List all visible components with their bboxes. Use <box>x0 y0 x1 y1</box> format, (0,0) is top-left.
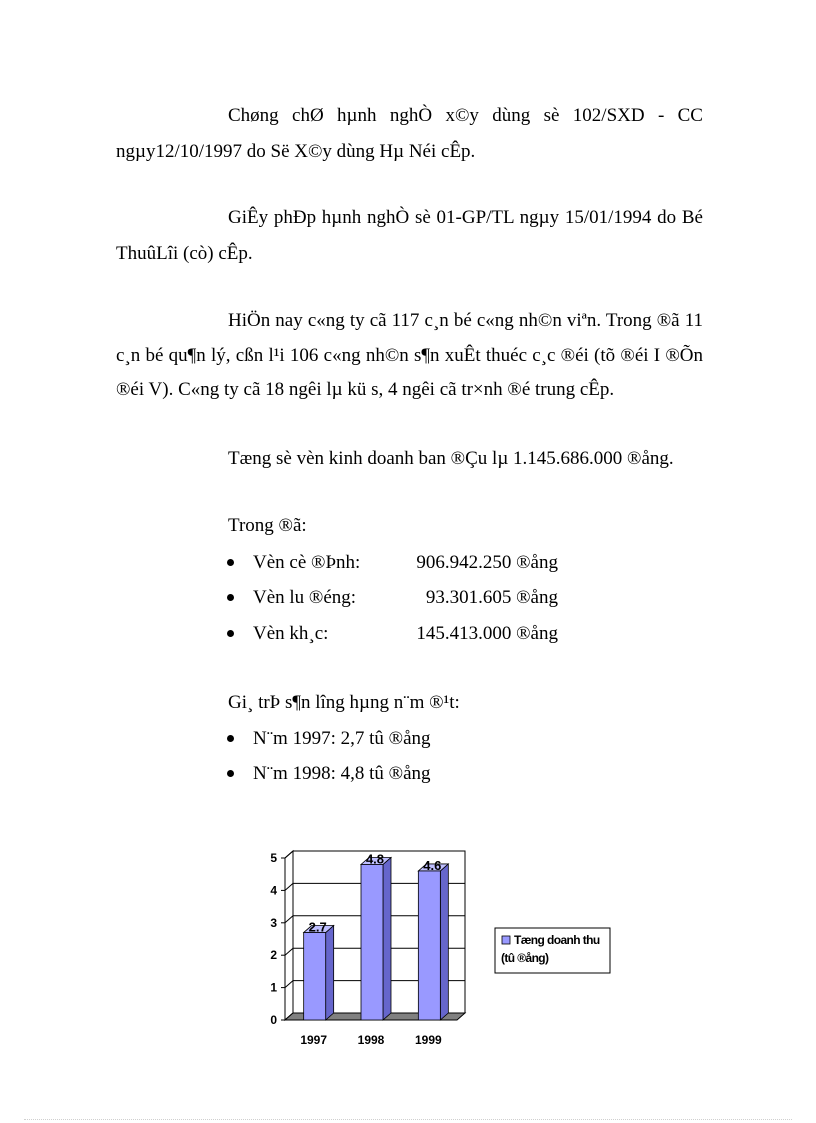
bar-data-label: 4.6 <box>423 857 442 873</box>
capital-value: 145.413.000 ®ång <box>416 623 558 644</box>
bullet-icon <box>227 770 234 777</box>
capital-label: Vèn lu ®éng: <box>253 587 357 608</box>
bar-data-label: 2.7 <box>308 919 327 935</box>
bullet-icon <box>227 630 234 637</box>
bullet-icon <box>227 735 234 742</box>
paragraph-staff-line1: HiÖn nay c«ng ty cã 117 c¸n bé c«ng nh©n viªn. Trong ®ã 11 <box>228 310 703 331</box>
paragraph-certificate-line2: ngµy12/10/1997 do Së X©y dùng Hµ Néi cÊp. <box>116 141 476 162</box>
bar-side <box>326 926 334 1020</box>
paragraph-total-capital: Tæng sè vèn kinh doanh ban ®Çu lµ 1.145.686.000 ®ång. <box>228 448 674 469</box>
paragraph-capital-intro: Trong ®ã: <box>228 515 307 536</box>
revenue-bar-chart <box>255 838 620 1053</box>
capital-label: Vèn kh¸c: <box>253 623 329 644</box>
bar-side <box>440 864 448 1020</box>
chart-x-axis <box>300 1033 442 1047</box>
legend-swatch <box>502 936 510 944</box>
x-tick-label: 1998 <box>357 1033 385 1047</box>
list-item <box>227 588 567 608</box>
capital-value: 93.301.605 ®ång <box>425 587 558 608</box>
list-item <box>227 553 567 573</box>
y-tick-label: 1 <box>270 980 277 995</box>
bar <box>304 933 326 1020</box>
paragraph-staff-line3: ®éi V). C«ng ty cã 18 ngêi lµ kü s, 4 ngêi cã tr×nh ®é trung cÊp. <box>116 379 615 400</box>
list-item <box>227 624 567 644</box>
y-tick-label: 5 <box>270 851 277 865</box>
output-text: N¨m 1997: 2,7 tû ®ång <box>253 728 431 749</box>
list-item <box>227 729 487 749</box>
output-text: N¨m 1998: 4,8 tû ®ång <box>253 763 431 784</box>
bullet-icon <box>227 594 234 601</box>
page-bottom-rule <box>24 1119 792 1120</box>
bullet-icon <box>227 559 234 566</box>
paragraph-output-intro: Gi¸ trÞ s¶n lîng hµng n¨m ®¹t: <box>228 692 460 713</box>
x-tick-label: 1997 <box>300 1033 328 1047</box>
legend-label-line2: (tû ®ång) <box>501 951 549 965</box>
x-tick-label: 1999 <box>414 1033 442 1047</box>
bar-data-label: 4.8 <box>365 851 385 867</box>
chart-y-axis <box>270 851 285 1027</box>
bar-side <box>383 857 391 1020</box>
y-tick-label: 0 <box>270 1013 277 1027</box>
y-tick-label: 4 <box>270 883 277 898</box>
y-tick-label: 3 <box>270 915 277 930</box>
bar <box>361 864 383 1020</box>
paragraph-certificate-line1: Chøng chØ hµnh nghÒ x©y dùng sè 102/SXD - CC <box>228 105 703 126</box>
capital-label: Vèn cè ®Þnh: <box>253 552 361 573</box>
bar <box>418 871 440 1020</box>
chart-legend <box>495 928 610 973</box>
paragraph-staff-line2: c¸n bé qu¶n lý, cßn l¹i 106 c«ng nh©n s¶n xuÊt thuéc c¸c ®éi (tõ ®éi I ®Õn <box>116 345 703 366</box>
y-tick-label: 2 <box>270 948 277 963</box>
paragraph-license-line2: ThuûLîi (cò) cÊp. <box>116 243 253 264</box>
list-item <box>227 764 487 784</box>
paragraph-license-line1: GiÊy phÐp hµnh nghÒ sè 01-GP/TL ngµy 15/01/1994 do Bé <box>228 207 703 228</box>
chart-side-wall <box>285 851 293 1020</box>
capital-value: 906.942.250 ®ång <box>416 552 558 573</box>
legend-label-line1: Tæng doanh thu <box>514 933 600 947</box>
